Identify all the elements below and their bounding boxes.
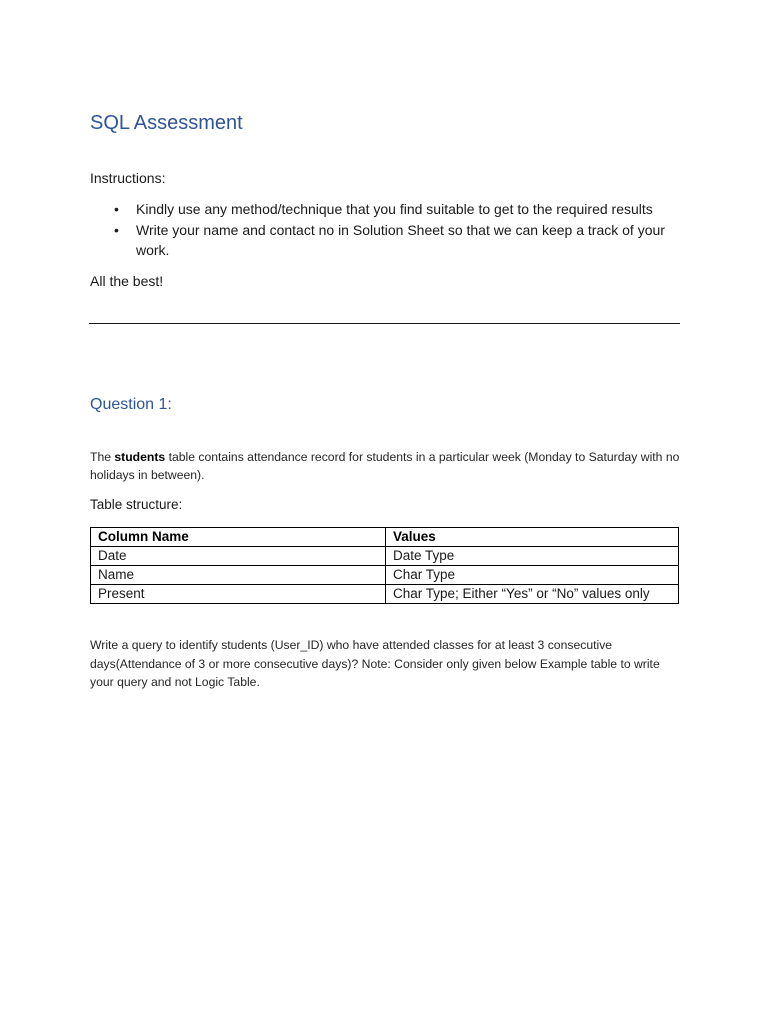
question-task: Write a query to identify students (User_ID) who have attended classes for at least 3 consecutive days(Attendance of 3 or more consecutive days)? Note: Consider only given below Example table to write your query and not Logic Table.: [90, 638, 660, 689]
instructions-label: Instructions:: [90, 170, 166, 186]
table-header-row: [91, 528, 679, 547]
question-description: [90, 448, 682, 484]
table-row: [91, 566, 679, 585]
structure-label: Table structure:: [90, 497, 183, 512]
column-header: Column Name: [91, 528, 386, 547]
description-rest: table contains attendance record for students in a particular week (Monday to Saturday with no holidays in between).: [90, 450, 680, 482]
list-item: [90, 220, 670, 261]
section-divider: [89, 323, 680, 324]
closing-text: All the best!: [90, 273, 164, 289]
table-cell: Date: [91, 547, 386, 566]
table-cell: Present: [91, 585, 386, 604]
table-name-bold: students: [114, 450, 166, 464]
table-cell: Char Type; Either “Yes” or “No” values only: [386, 585, 679, 604]
instructions-list: [90, 199, 670, 261]
description-prefix: The: [90, 450, 115, 464]
bullet-text: Write your name and contact no in Solution Sheet so that we can keep a track of your work.: [136, 221, 665, 258]
table-cell: Char Type: [386, 566, 679, 585]
bullet-icon: •: [114, 201, 119, 217]
table-row: [91, 547, 679, 566]
document-title: SQL Assessment: [90, 112, 243, 134]
table-row: [91, 585, 679, 604]
table-cell: Date Type: [386, 547, 679, 566]
schema-table: [90, 527, 679, 604]
bullet-icon: •: [114, 221, 119, 238]
table-cell: Name: [91, 566, 386, 585]
bullet-text: Kindly use any method/technique that you find suitable to get to the required results: [136, 201, 653, 217]
question-title: Question 1:: [90, 396, 172, 413]
column-header: Values: [386, 528, 679, 547]
list-item: [90, 199, 670, 220]
